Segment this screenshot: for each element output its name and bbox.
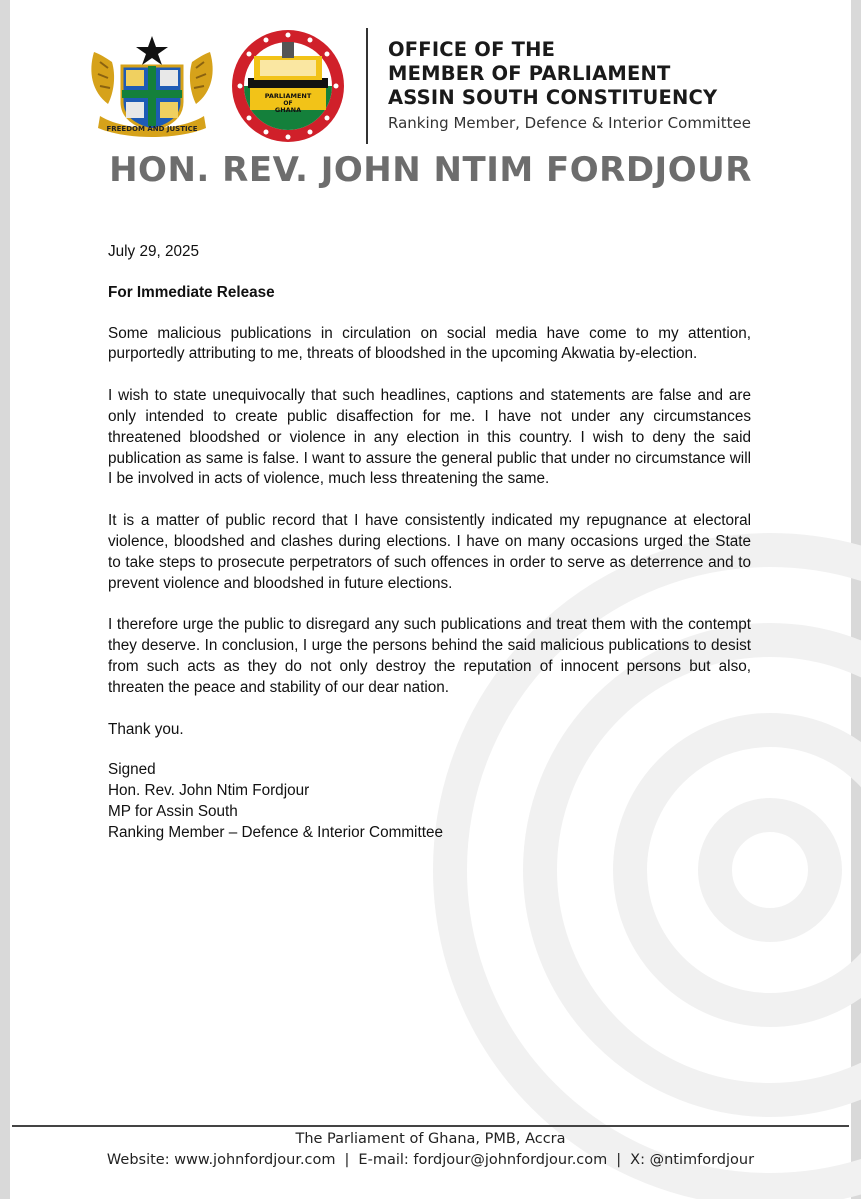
paragraph-3: It is a matter of public record that I have consistently indicated my repugnance at electoral violence, bloodshed and clashes during elections. I have on many occasions urged the State to take steps to prosecute perpetrators of such offences in order to serve as deterrence and to prevent violence and bloodshed in future elections. [108,512,751,592]
office-title [388,38,717,110]
footer-address: The Parliament of Ghana, PMB, Accra [295,1131,566,1147]
footer-x-handle: X: @ntimfordjour [630,1152,755,1168]
letter-body [108,242,751,844]
release-label: For Immediate Release [108,283,275,301]
footer-contacts [0,1152,861,1168]
header-divider [366,28,368,144]
office-title-line2: MEMBER OF PARLIAMENT [388,62,671,85]
signature-name: Hon. Rev. John Ntim Fordjour [108,782,310,800]
signature-signed: Signed [108,761,156,779]
svg-text:OF: OF [283,100,293,107]
member-name-heading: HON. REV. JOHN NTIM FORDJOUR [109,150,752,190]
paragraph-1: Some malicious publications in circulation on social media have come to my attention, purportedly attributing to me, threats of bloodshed in the upcoming Akwatia by-election. [108,324,751,363]
closing-line: Thank you. [108,720,184,738]
signature-block [108,760,751,843]
footer-divider [12,1125,849,1127]
footer-separator: | [616,1152,622,1168]
paragraph-4: I therefore urge the public to disregard any such publications and treat them with the contempt they deserve. In conclusion, I urge the persons behind the said malicious publications to desist from such acts as they do not only destroy the reputation of innocent persons but also, threaten the peace and stability of our dear nation. [108,616,751,696]
svg-text:GHANA: GHANA [274,106,302,114]
footer-website: Website: www.johnfordjour.com [106,1152,336,1168]
office-role-subtitle: Ranking Member, Defence & Interior Committee [388,114,751,132]
footer-email: E-mail: fordjour@johnfordjour.com [358,1152,608,1168]
ghana-coat-of-arms-logo [86,32,218,140]
svg-text:PARLIAMENT: PARLIAMENT [264,92,312,100]
signature-role: Ranking Member – Defence & Interior Committee [108,823,443,841]
paragraph-2: I wish to state unequivocally that such headlines, captions and statements are false and are only intended to create public disaffection for me. I have not under any circumstances threatened bloodshed or violence in any election in this country. I wish to deny the said publication as same is false. I want to assure the general public that under no circumstance will I be involved in acts of violence, much less threatening the same. [108,387,751,488]
footer-separator: | [344,1152,350,1168]
parliament-of-ghana-seal-logo [230,28,346,144]
office-title-line3: ASSIN SOUTH CONSTITUENCY [388,86,718,109]
office-title-line1: OFFICE OF THE [388,38,556,61]
signature-mp: MP for Assin South [108,802,238,820]
coat-of-arms-motto: FREEDOM AND JUSTICE [106,125,198,133]
letter-date: July 29, 2025 [108,243,199,260]
